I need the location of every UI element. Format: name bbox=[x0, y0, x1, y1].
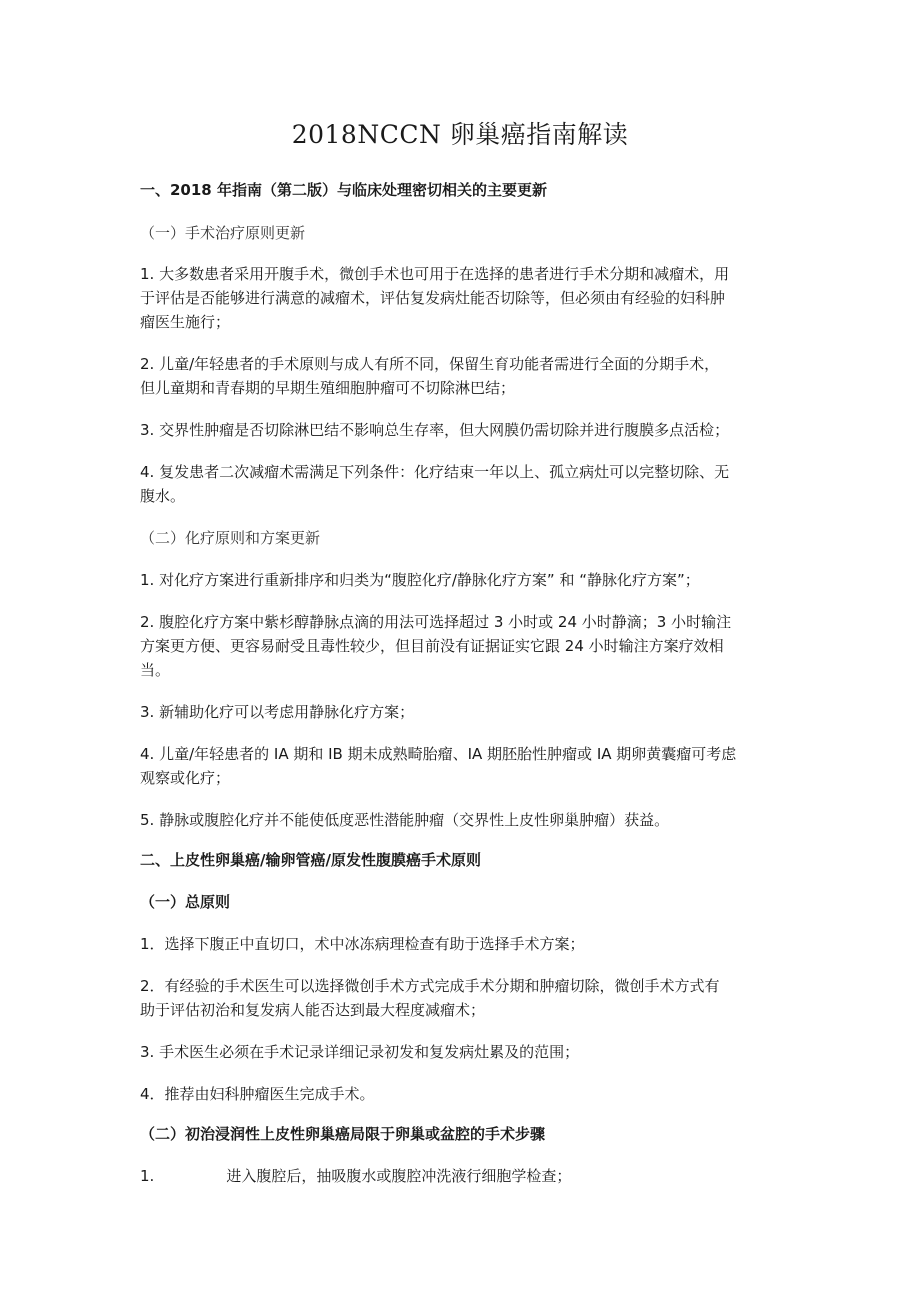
document-title: 2018NCCN 卵巢癌指南解读 bbox=[291, 120, 629, 149]
paragraph-line: 2. 腹腔化疗方案中紫杉醇静脉点滴的用法可选择超过 3 小时或 24 小时静滴；3 小时输注 bbox=[140, 613, 732, 631]
paragraph-line: 助于评估初治和复发病人能否达到最大程度减瘤术； bbox=[140, 1001, 486, 1019]
paragraph-line: 2. 儿童/年轻患者的手术原则与成人有所不同，保留生育功能者需进行全面的分期手术， bbox=[140, 355, 720, 373]
paragraph-line: 1．选择下腹正中直切口，术中冰冻病理检查有助于选择手术方案； bbox=[140, 935, 585, 953]
list-item-number: 1. bbox=[140, 1167, 155, 1185]
paragraph-line: 5. 静脉或腹腔化疗并不能使低度恶性潜能肿瘤（交界性上皮性卵巢肿瘤）获益。 bbox=[140, 811, 670, 829]
paragraph-line: 于评估是否能够进行满意的减瘤术，评估复发病灶能否切除等，但必须由有经验的妇科肿 bbox=[140, 289, 726, 307]
paragraph-line: 4．推荐由妇科肿瘤医生完成手术。 bbox=[140, 1085, 375, 1103]
section-1-subheading-1: （一）手术治疗原则更新 bbox=[140, 224, 306, 242]
paragraph-line: 当。 bbox=[140, 661, 171, 679]
list-item-text: 进入腹腔后，抽吸腹水或腹腔冲洗液行细胞学检查； bbox=[226, 1167, 572, 1185]
section-1-subheading-2: （二）化疗原则和方案更新 bbox=[140, 529, 321, 547]
paragraph-line: 3. 新辅助化疗可以考虑用静脉化疗方案； bbox=[140, 703, 415, 721]
list-item bbox=[140, 1164, 780, 1189]
paragraph-line: 4. 复发患者二次减瘤术需满足下列条件：化疗结束一年以上、孤立病灶可以完整切除、无 bbox=[140, 463, 730, 481]
paragraph-line: 但儿童期和青春期的早期生殖细胞肿瘤可不切除淋巴结； bbox=[140, 379, 516, 397]
section-2-subheading-1: （一）总原则 bbox=[140, 893, 231, 911]
paragraph-line: 4. 儿童/年轻患者的 IA 期和 IB 期未成熟畸胎瘤、IA 期胚胎性肿瘤或 IA 期卵黄囊瘤可考虑 bbox=[140, 745, 737, 763]
paragraph-line: 2．有经验的手术医生可以选择微创手术方式完成手术分期和肿瘤切除，微创手术方式有 bbox=[140, 977, 720, 995]
paragraph-line: 观察或化疗； bbox=[140, 769, 231, 787]
paragraph-line: 1. 大多数患者采用开腹手术，微创手术也可用于在选择的患者进行手术分期和减瘤术，用 bbox=[140, 265, 730, 283]
paragraph-line: 3. 手术医生必须在手术记录详细记录初发和复发病灶累及的范围； bbox=[140, 1043, 580, 1061]
paragraph-line: 3. 交界性肿瘤是否切除淋巴结不影响总生存率，但大网膜仍需切除并进行腹膜多点活检； bbox=[140, 421, 730, 439]
section-2-heading: 二、上皮性卵巢癌/输卵管癌/原发性腹膜癌手术原则 bbox=[140, 851, 481, 869]
paragraph-line: 1. 对化疗方案进行重新排序和归类为“腹腔化疗/静脉化疗方案” 和 “静脉化疗方案”； bbox=[140, 571, 700, 589]
section-1-heading: 一、2018 年指南（第二版）与临床处理密切相关的主要更新 bbox=[140, 181, 547, 199]
paragraph-line: 腹水。 bbox=[140, 487, 186, 505]
paragraph-line: 方案更方便、更容易耐受且毒性较少，但目前没有证据证实它跟 24 小时输注方案疗效相 bbox=[140, 637, 724, 655]
paragraph-line: 瘤医生施行； bbox=[140, 313, 231, 331]
section-2-subheading-2: （二）初治浸润性上皮性卵巢癌局限于卵巢或盆腔的手术步骤 bbox=[140, 1125, 546, 1143]
